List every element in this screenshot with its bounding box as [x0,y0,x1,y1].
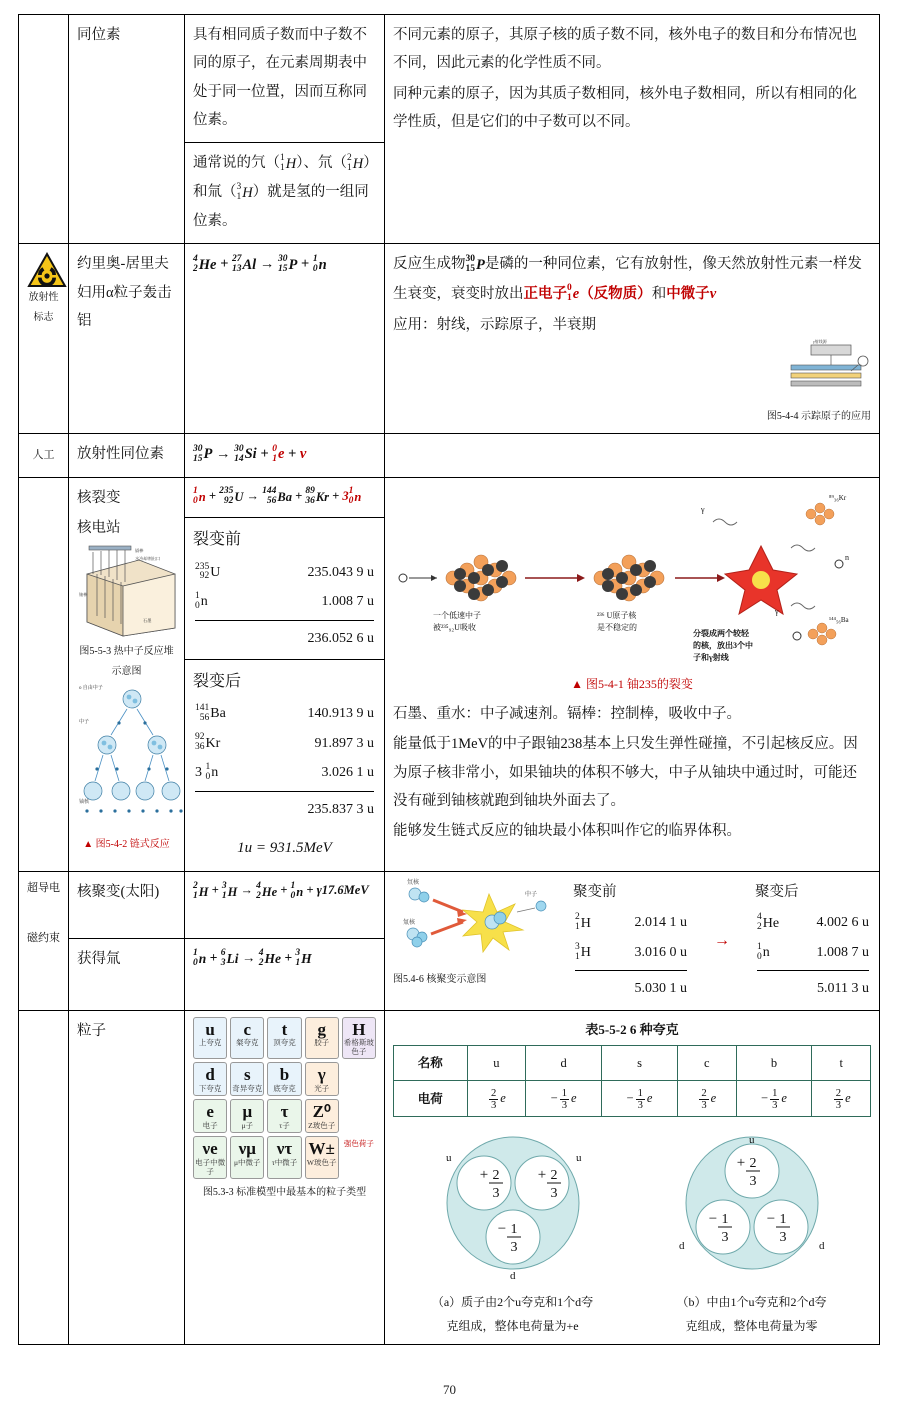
isotope-protium [280,149,296,178]
after-fusion-table [755,908,871,1003]
before-fusion-total: 5.030 1 u [634,981,687,997]
hadron-diagrams [393,1131,871,1338]
table-row [19,477,880,871]
cell-fission-masses [185,477,385,871]
table-row [193,587,376,616]
svg-text:石墨: 石墨 [143,618,152,624]
mass-ba: 140.913 9 u [307,706,374,722]
table-row [19,872,880,1011]
before-fission-total: 236.052 6 u [307,630,374,646]
cell-artificial-side [19,433,69,477]
svg-text:−: − [497,1221,506,1238]
cell-fission-label [69,477,185,871]
cell-fusion-labels [69,872,185,1011]
quark-header-charge: 电荷 [394,1081,468,1117]
particle-tau: τ τ子 [267,1099,301,1133]
particle-b: b 底夸克 [267,1062,301,1096]
svg-text:1: 1 [779,1212,786,1228]
radiation-warning-icon [27,252,67,288]
text-prefix: 通常说的氕（ [193,155,280,172]
mass-h3: 3.016 0 u [634,944,687,960]
tritium-symbol: H [242,184,253,201]
after-fusion-block [755,878,871,1004]
isotope-explanation-2: 同种元素的原子，因为其质子数相同，核外电子数相同，所以有相同的化学性质，但是它们的中子数可以不同。 [393,85,857,130]
neutron-svg [657,1131,847,1281]
svg-text:一个低速中子: 一个低速中子 [433,610,481,620]
quark-table [393,1045,871,1117]
svg-text:2: 2 [749,1156,756,1172]
quark-table-title: 表5-5-2 6 种夸克 [585,1021,679,1037]
table-row [755,974,871,1003]
svg-text:铀核: 铀核 [79,800,90,806]
cell-fusion-side [19,872,69,1011]
table-row [573,974,689,1003]
page-number: 70 [443,1382,456,1397]
quark-name-d: d [526,1045,602,1080]
table-row [193,699,376,728]
cell-isotope-explanation [385,15,880,244]
tritium-label: 获得氚 [77,951,121,968]
mass-kr: 91.897 3 u [314,735,374,751]
quark-name-b: b [736,1045,812,1080]
particle-photon: γ 光子 [305,1062,339,1096]
fission-equation: 1 0n + 235 92U → 144 56Ba + 89 36Kr + 31 0n [193,486,362,507]
nuclear-plant-label: 核电站 [77,519,121,536]
svg-text:γ: γ [701,504,705,514]
table-row [394,1045,871,1080]
quark-charge-b: − $\frac{1}{3}$ e [736,1081,812,1117]
svg-text:n: n [845,552,849,562]
svg-text:d: d [818,1240,824,1253]
svg-text:分裂成两个较轻: 分裂成两个较轻 [693,628,749,638]
proton-caption-1: （a）质子由2个u夸克和1个d夸 [431,1295,594,1310]
table-row [193,617,376,624]
svg-text:γ射线源: γ射线源 [813,338,827,344]
svg-text:子和γ射线: 子和γ射线 [693,652,729,662]
isotope-def-text: 具有相同质子数而中子数不同的原子，在元素周期表中处于同一位置，因而互称同位素。 [193,27,367,128]
quark-charge-c: $\frac{2}{3}$ e [677,1081,736,1117]
cell-fission-explanation [385,477,880,871]
cell-artificial-equation [185,433,385,477]
table-row [755,938,871,967]
tracer-diagram-svg [751,339,871,397]
svg-text:2: 2 [492,1168,499,1184]
cell-fusion-equations [185,872,385,1011]
svg-text:⁸⁹₃₆Kr: ⁸⁹₃₆Kr [829,493,847,502]
nuclide-h2: 2 1H [575,912,591,933]
fission-before-block [185,518,384,659]
svg-text:o 自由中子: o 自由中子 [79,686,103,692]
fusion-figure-caption: 图5.4-6 核聚变示意图 [393,974,487,986]
reactor-figure-caption: 图5-5-3 热中子反应堆示意图 [79,646,174,677]
neutron-caption-1: （b）中由1个u夸克和2个d夸 [676,1295,827,1310]
svg-text:γ: γ [775,606,779,616]
table-row [193,558,376,587]
particles-label: 粒子 [77,1022,106,1039]
joliot-label: 约里奥-居里夫妇用α粒子轰击铝 [77,256,172,329]
particle-w-boson: W± W玻色子 [305,1136,339,1179]
before-fusion-title: 聚变前 [573,884,617,901]
tritium-numbers: 3 1 [236,182,242,203]
text-b: 是磷的一种同位素，它有放射性，像天然放射性元素一样发生衰变，衰变时放出 [393,256,862,302]
fusion-content-row [393,878,871,1004]
fission-equation-block [185,478,384,519]
cell-radiation-icon [19,244,69,433]
fusion-mass-tables [573,878,871,1004]
tracer-figure [393,339,871,427]
nuclide-u235: 235 92U [195,561,221,582]
cell-joliot-label [69,244,185,433]
neutron-caption-2: 克组成，整体电荷量为零 [685,1318,818,1333]
svg-text:u: u [445,1152,451,1165]
fusion-equation-block [185,872,384,939]
cell-particles-side [19,1010,69,1345]
proton-svg [418,1131,608,1281]
u235-fission-diagram [393,486,873,671]
table-row [19,15,880,244]
svg-text:的核，放出3个中: 的核，放出3个中 [693,640,753,650]
after-fusion-title: 聚变后 [755,884,799,901]
cell-fusion-masses [385,872,880,1011]
cell-standard-model [185,1010,385,1345]
isotope-def-part2 [185,143,384,243]
after-fission-title: 裂变后 [193,672,242,690]
fusion-side-label-1: 超导电 [27,882,60,895]
artificial-equation: 30 15P → 30 14Si + 0 1e + ν [193,443,307,464]
svg-text:¹⁴⁴₅₆Ba: ¹⁴⁴₅₆Ba [829,615,849,624]
fusion-figure [393,878,563,990]
deuterium-numbers: 2 1 [346,153,352,173]
cell-fission-side [19,477,69,871]
text-mid1: ）、氘（ [296,155,347,172]
svg-text:3: 3 [749,1174,756,1190]
svg-text:u: u [575,1152,581,1165]
chain-reaction-caption: ▲ 图5-4-2 链式反应 [83,839,170,851]
cell-joliot-equation [185,244,385,433]
svg-text:氘核: 氘核 [407,880,420,887]
joliot-applications: 应用：射线，示踪原子，半衰期 [393,316,596,333]
mass-neutron: 1.008 7 u [321,594,374,610]
table-row [193,788,376,795]
fusion-equation: 2 1H + 3 1H → 4 2He + 1 0n + γ17.6MeV [193,880,369,901]
text-mid2: ）和氚（ [193,155,371,201]
proton-caption-2: 克组成，整体电荷量为+e [446,1318,579,1333]
svg-text:3: 3 [721,1230,728,1246]
particle-muon-neutrino: νμ μ中微子 [230,1136,264,1179]
cell-particles-label [69,1010,185,1345]
joliot-explanation-1 [393,250,871,308]
quark-charge-d: − $\frac{1}{3}$ e [526,1081,602,1117]
quark-charge-u: $\frac{2}{3}$ e [467,1081,526,1117]
table-row [19,1010,880,1345]
table-row [193,758,376,787]
nuclide-n1: 1 0n [757,941,770,962]
after-fission-table [193,699,376,824]
svg-text:中子: 中子 [525,892,538,899]
nuclide-ba141: 141 56Ba [195,702,226,723]
table-row [755,908,871,937]
phosphorus-30: 30 15P [465,254,485,275]
quark-name-t: t [812,1045,871,1080]
particle-muon: μ μ子 [230,1099,264,1133]
fusion-side-label-2: 磁约束 [27,931,60,944]
table-row [394,1081,871,1117]
particle-c: c 粲夸克 [230,1017,264,1060]
nuclide-n: 1 0n [195,591,208,611]
particle-color-note: 强色荷子 [342,1136,376,1179]
svg-text:1: 1 [510,1222,517,1238]
neutrino-label: 中微子ν [666,285,717,302]
isotope-deuterium [347,149,363,178]
isotope-tritium [237,178,253,207]
isotope-label: 同位素 [77,27,121,43]
fission-moderator-note: 石墨、重水：中子减速剂。镉棒：控制棒，吸收中子。 [393,706,741,723]
isotope-explanation-1: 不同元素的原子，其原子核的质子数不同，核外电子的数目和分布情况也不同，因此元素的化学性质不同。 [393,27,857,72]
svg-text:u: u [748,1134,754,1147]
fusion-label: 核聚变(太阳) [77,884,160,901]
fusion-label-block [69,872,184,939]
text-a: 反应生成物 [393,256,466,273]
tritium-equation: 1 0n + 6 3Li → 4 2He + 3 1H [193,948,312,969]
svg-text:+: + [736,1155,745,1172]
table-row [19,244,880,433]
isotope-hydrogen-text [193,149,376,235]
svg-text:水冷却剂出口: 水冷却剂出口 [135,556,161,562]
particle-d: d 下夸克 [193,1062,227,1096]
particle-u: u 上夸克 [193,1017,227,1060]
u235-figure-caption: ▲ 图5-4-1 铀235的裂变 [571,676,693,691]
mass-3n: 3.026 1 u [321,765,374,781]
tritium-label-block [69,939,184,1005]
particle-s: s 奇异夸克 [230,1062,264,1096]
artificial-side-label: 人工 [32,448,55,461]
particle-electron: e 电子 [193,1099,227,1133]
proton-diagram [418,1131,608,1338]
nuclide-h3: 3 1H [575,941,591,962]
svg-text:2: 2 [550,1168,557,1184]
table-row [193,729,376,758]
svg-text:+: + [537,1167,546,1184]
quark-header-name: 名称 [394,1045,468,1080]
fission-after-block [185,660,384,871]
cell-artificial-label [69,433,185,477]
protium-symbol: H [285,155,297,172]
protium-numbers: 1 1 [280,153,285,173]
cell-empty [19,15,69,244]
before-fusion-block [573,878,689,1004]
particle-tau-neutrino: ντ τ中微子 [267,1136,301,1179]
fusion-arrow: → [714,932,730,950]
svg-text:d: d [509,1270,515,1282]
nuclide-he4: 4 2He [757,912,780,933]
cell-isotope-label [69,15,185,244]
cell-artificial-blank [385,433,880,477]
quark-name-c: c [677,1045,736,1080]
svg-text:²³⁶ U原子核: ²³⁶ U原子核 [597,610,637,620]
svg-text:氚核: 氚核 [403,920,416,927]
svg-text:d: d [678,1240,684,1253]
svg-text:是不稳定的: 是不稳定的 [597,622,637,632]
mass-energy-conversion: 1u = 931.5MeV [237,839,332,856]
svg-text:3: 3 [492,1186,499,1202]
particle-electron-neutrino: νe 电子中微子 [193,1136,227,1179]
table-row [573,938,689,967]
particle-gluon: g 胶子 [305,1017,339,1060]
svg-text:铀棒: 铀棒 [79,592,88,598]
svg-text:−: − [708,1211,717,1228]
table-row [193,624,376,653]
particle-blank-1 [342,1062,376,1096]
particle-higgs: H 希格斯玻色子 [342,1017,376,1060]
svg-text:−: − [766,1211,775,1228]
table-row [193,795,376,824]
mass-n1: 1.008 7 u [816,944,869,960]
before-fusion-table [573,908,689,1003]
artificial-label: 放射性同位素 [77,445,164,462]
table-row [573,908,689,937]
svg-text:中子: 中子 [79,720,90,726]
fusion-diagram-svg [393,878,561,960]
notes-table [18,14,880,1345]
mass-u235: 235.043 9 u [307,564,374,580]
neutron-diagram [657,1131,847,1338]
deuterium-symbol: H [352,155,364,172]
table-row [755,967,871,974]
radiation-icon-caption: 放射性标志 [28,292,59,323]
quark-name-u: u [467,1045,526,1080]
quark-charge-s: − $\frac{1}{3}$ e [602,1081,678,1117]
svg-text:3: 3 [779,1230,786,1246]
positron-label: 正电子0 1e（反物质） [523,283,652,304]
reactor-diagram-svg [77,544,185,640]
mass-he4: 4.002 6 u [816,915,869,931]
cell-quark-table [385,1010,880,1345]
particle-t: t 顶夸克 [267,1017,301,1060]
tritium-equation-block [185,939,384,1005]
tracer-figure-caption: 图5-4-4 示踪原子的应用 [766,411,871,423]
critical-volume-note: 能够发生链式反应的铀块最小体积叫作它的临界体积。 [393,823,741,840]
text-and: 和 [651,285,667,302]
svg-text:被²³⁵₉₂U吸收: 被²³⁵₉₂U吸收 [433,622,476,632]
fission-label: 核裂变 [77,489,121,506]
nuclide-kr92: 92 36Kr [195,732,221,753]
svg-text:1: 1 [721,1212,728,1228]
text-suffix: ）就是氢的一组同位素。 [193,184,369,230]
fission-energy-note: 能量低于1MeV的中子跟铀238基本上只发生弹性碰撞，不引起核反应。因为原子核非常小，如果铀块的体积不够大，中子从铀块中通过时，可能还没有碰到铀核就跑到铀块外面去了。 [393,736,858,809]
quark-name-s: s [602,1045,678,1080]
chain-reaction-svg [77,683,187,833]
after-fission-total: 235.837 3 u [307,801,374,817]
table-row [573,967,689,974]
particle-z-boson: Z⁰ Z玻色子 [305,1099,339,1133]
after-fusion-total: 5.011 3 u [817,981,869,997]
standard-model-grid [193,1017,376,1179]
nuclide-3n: 3 1 0n [195,761,219,782]
quark-charge-t: $\frac{2}{3}$ e [812,1081,871,1117]
table-row [19,433,880,477]
mass-h2: 2.014 1 u [634,915,687,931]
svg-text:3: 3 [510,1240,517,1256]
particle-blank-2 [342,1099,376,1133]
before-fission-title: 裂变前 [193,531,242,549]
cell-isotope-definition [185,15,385,244]
svg-text:3: 3 [550,1186,557,1202]
cell-joliot-explanation [385,244,880,433]
standard-model-caption: 图5.3-3 标准模型中最基本的粒子类型 [202,1187,367,1198]
joliot-equation: 4 2He + 27 13Al → 30 15P + 1 0n [193,254,327,275]
before-fission-table [193,558,376,653]
svg-text:镉棒: 镉棒 [135,548,144,554]
svg-text:+: + [479,1167,488,1184]
isotope-def-part1 [185,15,384,143]
